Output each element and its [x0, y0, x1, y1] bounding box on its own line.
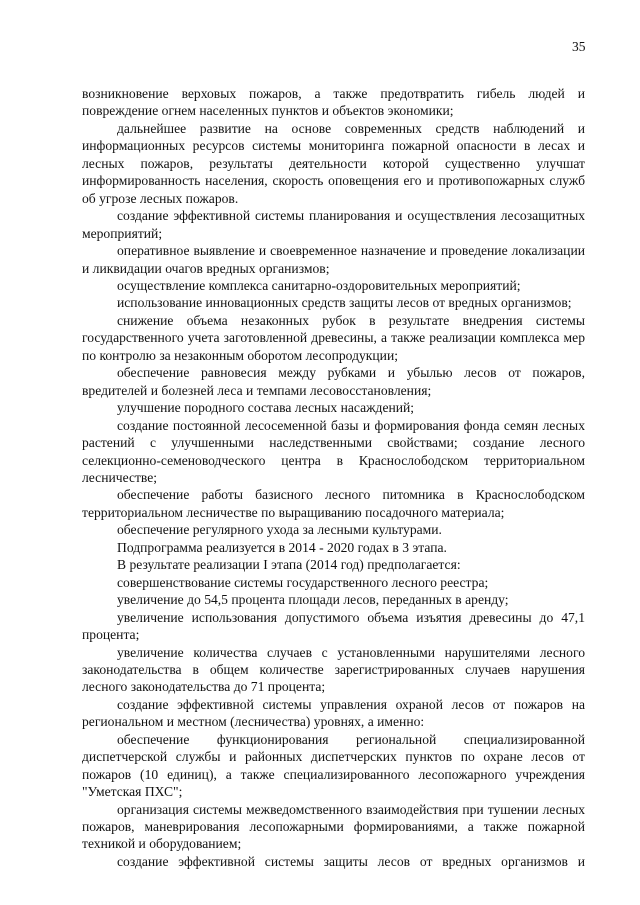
paragraph: снижение объема незаконных рубок в результате внедрения системы государственного учета заготовленной древесины, а также реализации комплекса мер по контролю за незаконным оборотом лесопродукции; — [82, 312, 585, 363]
paragraph: Подпрограмма реализуется в 2014 - 2020 годах в 3 этапа. — [117, 539, 447, 555]
paragraph: увеличение количества случаев с установленными нарушителями лесного законодательства в общем количестве зарегистрированных случаев нарушения лесного законодательства до 71 процента; — [82, 644, 585, 695]
paragraph: использование инновационных средств защиты лесов от вредных организмов; — [117, 295, 572, 311]
paragraph: возникновение верховых пожаров, а также предотвратить гибель людей и повреждение огнем населенных пунктов и объектов экономики; — [82, 86, 585, 119]
paragraph: увеличение до 54,5 процента площади лесов, переданных в аренду; — [117, 592, 509, 608]
paragraph: обеспечение функционирования региональной специализированной диспетчерской службы и районных диспетчерских пунктов по охране лесов от пожаров (10 единиц), а также специализированного лесопожарного учреждения "Уметская ПХС"; — [82, 731, 585, 800]
paragraph: В результате реализации I этапа (2014 год) предполагается: — [117, 557, 461, 573]
page-number: 35 — [572, 39, 586, 54]
paragraph: совершенствование системы государственного лесного реестра; — [117, 574, 489, 590]
paragraph: осуществление комплекса санитарно-оздоровительных мероприятий; — [117, 277, 521, 293]
paragraph: создание постоянной лесосеменной базы и формирования фонда семян лесных растений с улучшенными наследственными свойствами; создание лесного селекционно-семеноводческого центра в Краснослободском территориальном лесничестве; — [82, 417, 585, 485]
paragraph: обеспечение регулярного ухода за лесными культурами. — [117, 522, 442, 538]
paragraph: обеспечение работы базисного лесного питомника в Краснослободском территориальном лесничестве по выращиванию посадочного материала; — [82, 487, 585, 520]
paragraph: дальнейшее развитие на основе современных средств наблюдений и информационных ресурсов системы мониторинга пожарной опасности в лесах и лесных пожаров, результаты деятельности которой существенно улучшат информированность населения, скорость оповещения его и противопожарных служб об угрозе лесных пожаров. — [82, 120, 585, 206]
paragraph: увеличение использования допустимого объема изъятия древесины до 47,1 процента; — [82, 609, 585, 643]
paragraph: создание эффективной системы планирования и осуществления лесозащитных мероприятий; — [82, 208, 585, 241]
document-body — [82, 85, 585, 870]
paragraph: организация системы межведомственного взаимодействия при тушении лесных пожаров, маневрирования лесопожарными формированиями, а также пожарной техникой и оборудованием; — [82, 801, 585, 852]
paragraph: улучшение породного состава лесных насаждений; — [117, 400, 415, 416]
paragraph: оперативное выявление и своевременное назначение и проведение локализации и ликвидации очагов вредных организмов; — [82, 243, 585, 276]
paragraph: создание эффективной системы защиты лесов от вредных организмов и — [117, 853, 585, 869]
paragraph: обеспечение равновесия между рубками и убылью лесов от пожаров, вредителей и болезней леса и темпами лесовосстановления; — [82, 365, 585, 398]
paragraph: создание эффективной системы управления охраной лесов от пожаров на региональном и местном (лесничества) уровнях, а именно: — [82, 696, 585, 730]
